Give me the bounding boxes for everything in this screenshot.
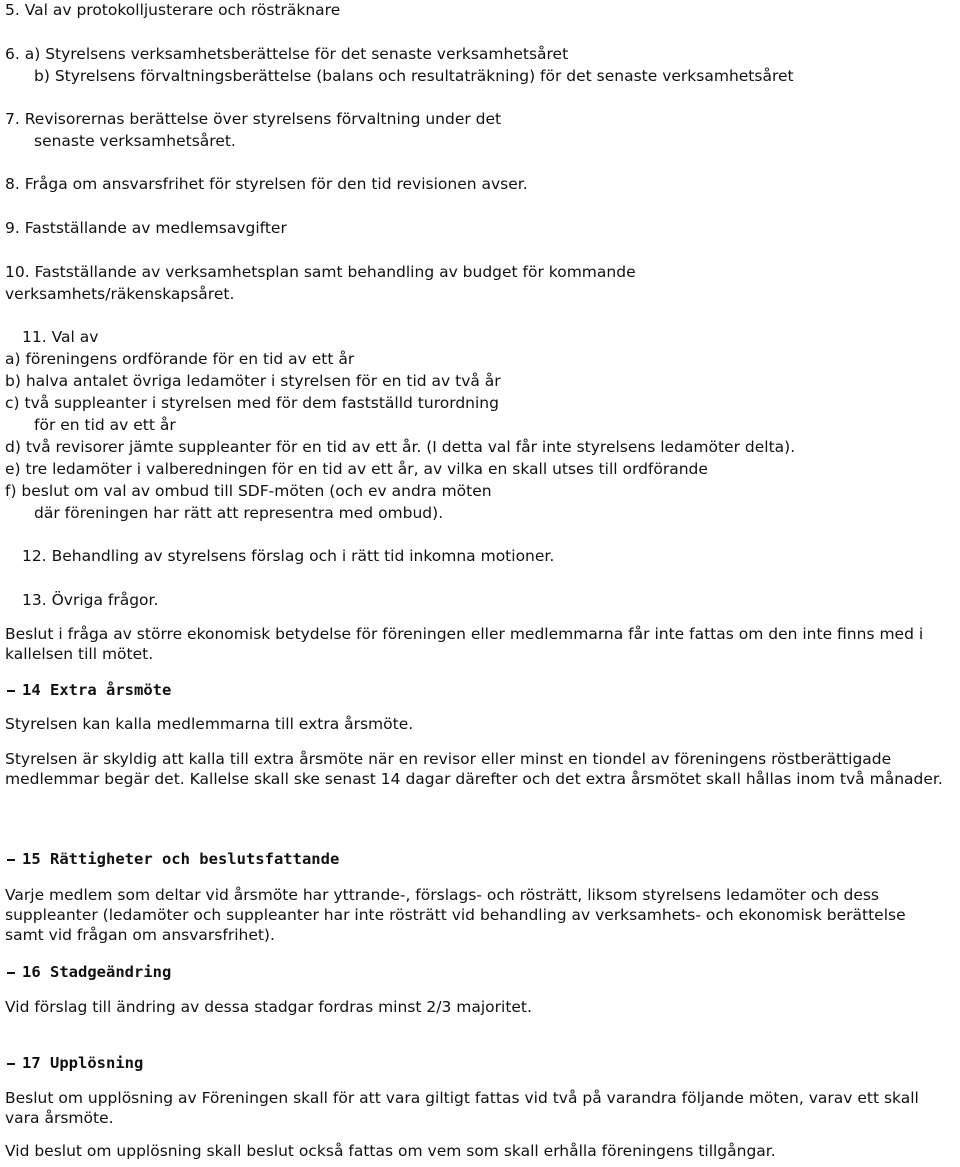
agenda-item-9: 9. Fastställande av medlemsavgifter xyxy=(5,219,287,237)
agenda-item-10-line2: verksamhets/räkenskapsåret. xyxy=(5,285,235,303)
section-16-paragraph-1: Vid förslag till ändring av dessa stadgar fordras minst 2/3 majoritet. xyxy=(5,998,532,1016)
agenda-item-11e: e) tre ledamöter i valberedningen för en tid av ett år, av vilka en skall utses till ordförande xyxy=(5,460,708,478)
agenda-item-8: 8. Fråga om ansvarsfrihet för styrelsen för den tid revisionen avser. xyxy=(5,175,528,193)
section-17-paragraph-2: Vid beslut om upplösning skall beslut också fattas om vem som skall erhålla föreningens tillgångar. xyxy=(5,1142,776,1160)
section-14-heading: 14 Extra årsmöte xyxy=(22,681,172,699)
agenda-item-11b: b) halva antalet övriga ledamöter i styrelsen för en tid av två år xyxy=(5,372,501,390)
section-17-paragraph-1: Beslut om upplösning av Föreningen skall för att vara giltigt fattas vid två på varandra följande möten, varav ett skall vara årsmöte. xyxy=(5,1089,919,1127)
decision-note-paragraph: Beslut i fråga av större ekonomisk betydelse för föreningen eller medlemmarna får inte fattas om den inte finns med i kallelsen till mötet. xyxy=(5,625,924,663)
agenda-item-11c-line1: c) två suppleanter i styrelsen med för dem fastställd turordning xyxy=(5,394,499,412)
section-15-paragraph-1: Varje medlem som deltar vid årsmöte har yttrande-, förslags- och rösträtt, liksom styrelsens ledamöter och dess suppleanter (ledamöter och suppleanter har inte rösträtt vid behandling av verksamhets- och ekonomisk berättelse samt vid frågan om ansvarsfrihet). xyxy=(5,886,906,944)
section-dash-icon xyxy=(7,690,15,692)
section-dash-icon xyxy=(7,1063,15,1065)
agenda-item-7-line2: senaste verksamhetsåret. xyxy=(34,132,236,150)
agenda-item-11f-line2: där föreningen har rätt att representra med ombud). xyxy=(34,504,444,522)
section-dash-icon xyxy=(7,859,15,861)
agenda-item-7-line1: 7. Revisorernas berättelse över styrelsens förvaltning under det xyxy=(5,110,502,128)
section-14-paragraph-2: Styrelsen är skyldig att kalla till extra årsmöte när en revisor eller minst en tiondel av föreningens röstberättigade medlemmar begär det. Kallelse skall ske senast 14 dagar därefter och det extra årsmötet skall hållas inom två månader. xyxy=(5,750,943,788)
agenda-item-6a: 6. a) Styrelsens verksamhetsberättelse för det senaste verksamhetsåret xyxy=(5,45,569,63)
agenda-item-11c-line2: för en tid av ett år xyxy=(34,416,176,434)
agenda-item-5: 5. Val av protokolljusterare och rösträknare xyxy=(5,1,341,19)
agenda-item-11d: d) två revisorer jämte suppleanter för en tid av ett år. (I detta val får inte styrelsens ledamöter delta). xyxy=(5,438,796,456)
agenda-item-6b: b) Styrelsens förvaltningsberättelse (balans och resultaträkning) för det senaste verksamhetsåret xyxy=(34,67,794,85)
section-14-paragraph-1: Styrelsen kan kalla medlemmarna till extra årsmöte. xyxy=(5,715,414,733)
section-15-heading: 15 Rättigheter och beslutsfattande xyxy=(22,850,340,868)
section-17-heading: 17 Upplösning xyxy=(22,1054,144,1072)
agenda-item-11a: a) föreningens ordförande för en tid av ett år xyxy=(5,350,355,368)
agenda-item-10-line1: 10. Fastställande av verksamhetsplan samt behandling av budget för kommande xyxy=(5,263,636,281)
agenda-item-12: 12. Behandling av styrelsens förslag och i rätt tid inkomna motioner. xyxy=(22,547,555,565)
section-dash-icon xyxy=(7,972,15,974)
agenda-item-11f-line1: f) beslut om val av ombud till SDF-möten (och ev andra möten xyxy=(5,482,492,500)
agenda-item-11: 11. Val av xyxy=(22,328,99,346)
agenda-item-13: 13. Övriga frågor. xyxy=(22,591,159,609)
section-16-heading: 16 Stadgeändring xyxy=(22,963,172,981)
